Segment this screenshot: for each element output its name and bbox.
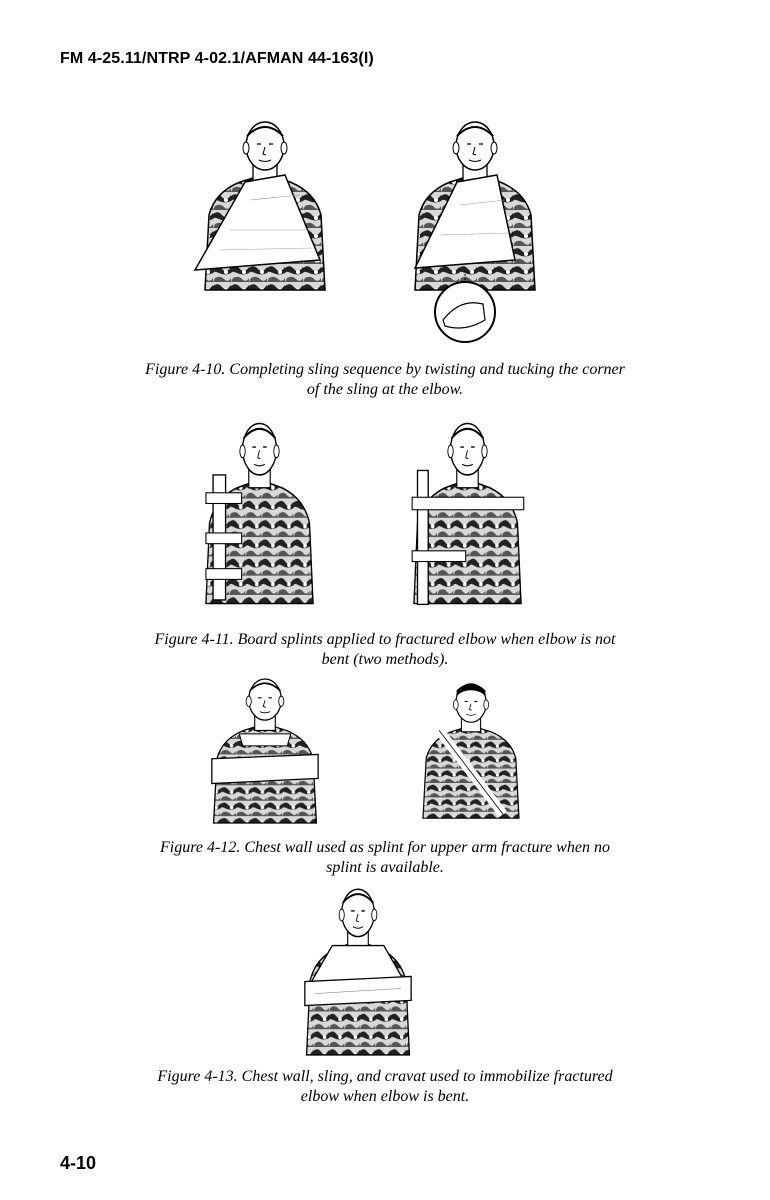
figure-4-13-illustration	[298, 882, 418, 1064]
figure-4-13-caption-line-2: elbow when elbow is bent.	[300, 1088, 470, 1105]
figure-4-12-caption-line-2: splint is available.	[326, 859, 444, 876]
figure-4-10-caption	[60, 360, 710, 400]
figure-4-10-illustration-left	[190, 120, 340, 292]
figure-4-11-caption-line-1: Figure 4-11. Board splints applied to fractured elbow when elbow is not	[154, 631, 616, 648]
page-number: 4-10	[60, 1153, 97, 1173]
figure-4-12-caption	[60, 838, 710, 878]
figure-4-11-caption-line-2: bent (two methods).	[321, 651, 449, 668]
figure-4-10-caption-line-1: Figure 4-10. Completing sling sequence by twisting and tucking the corner	[145, 361, 625, 378]
figure-4-10-illustration-right	[405, 120, 545, 352]
document-header: FM 4-25.11/NTRP 4-02.1/AFMAN 44-163(I)	[60, 50, 374, 67]
figure-4-10-caption-line-2: of the sling at the elbow.	[306, 381, 464, 398]
figure-4-12-caption-line-1: Figure 4-12. Chest wall used as splint for upper arm fracture when no	[160, 839, 610, 856]
figure-4-12-illustration-right	[415, 672, 527, 830]
figure-4-11-caption	[60, 630, 710, 670]
figure-4-11-illustration-right	[405, 410, 530, 622]
figure-4-12-illustration-left	[205, 672, 325, 830]
figure-4-13-caption	[60, 1067, 710, 1107]
figure-4-13-caption-line-1: Figure 4-13. Chest wall, sling, and cravat used to immobilize fractured	[157, 1068, 613, 1085]
figure-4-11-illustration-left	[197, 410, 322, 622]
